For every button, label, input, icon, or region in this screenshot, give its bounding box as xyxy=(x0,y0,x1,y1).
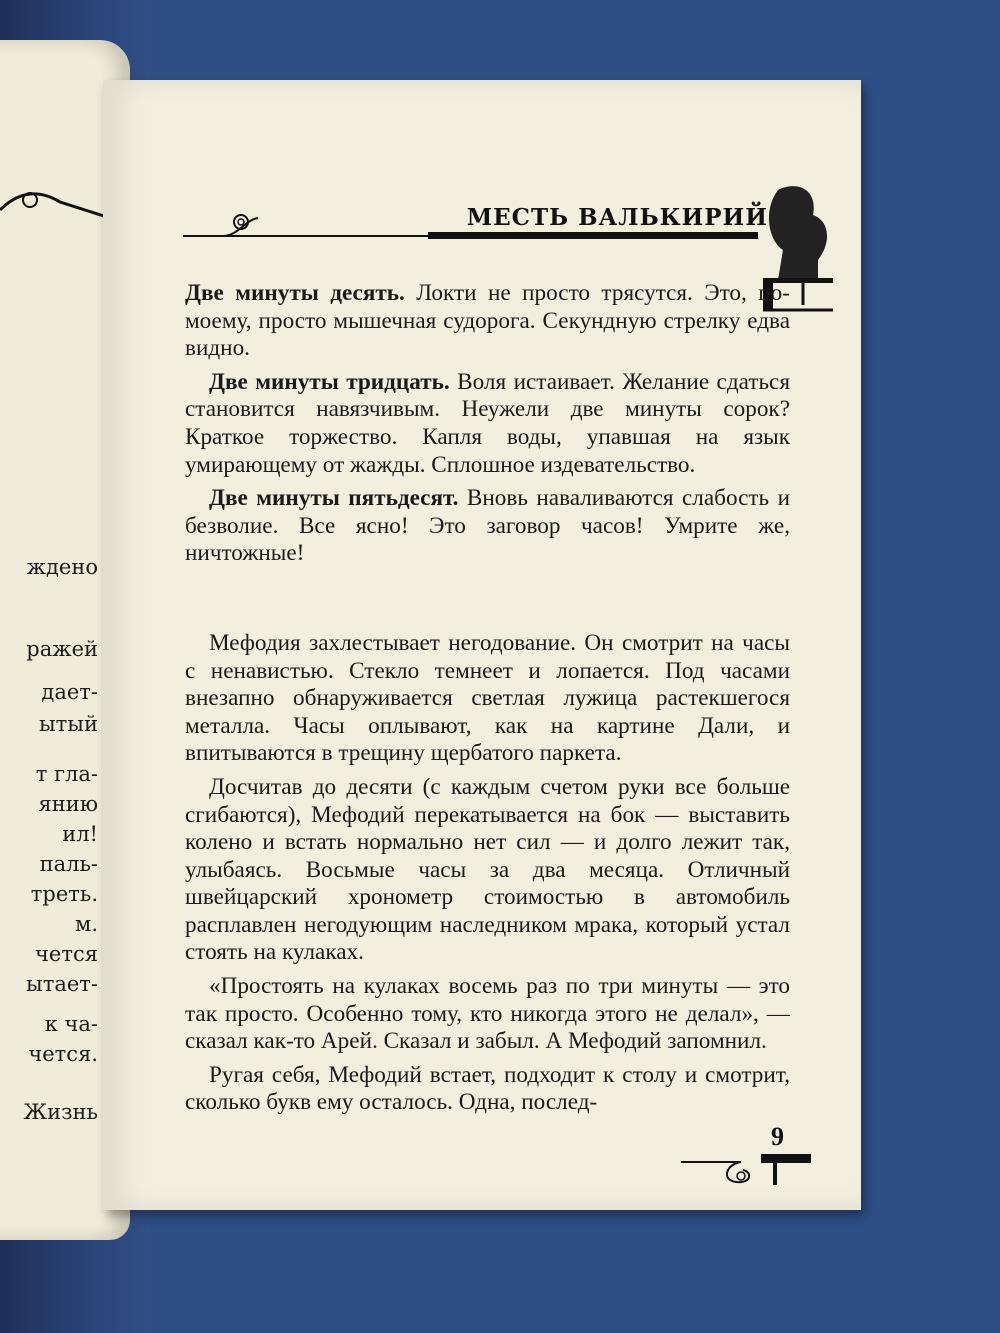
left-page-fragment: Жизнь xyxy=(23,1100,98,1124)
left-page-fragment: чется xyxy=(35,942,98,966)
left-page-fragment: т гла- xyxy=(35,762,98,786)
left-page-fragment: м. xyxy=(74,912,98,936)
left-page-fragment: ждено xyxy=(26,555,98,579)
paragraph-text: Досчитав до десяти (с каждым счетом руки все больше сгибаются), Мефодий перекатывается на бок — выставить колено и встать нормально нет сил — и долго лежит так, улыбаясь. Восьмые часы за два месяца. Отличный швейцарский хронометр стоимостью в автомобиль расплавлен негодующим наследником мрака, который устал стоять на кулаках. xyxy=(185,773,790,966)
left-page-fragment: дает- xyxy=(41,680,98,704)
left-page-fragment: ытый xyxy=(38,712,98,736)
paragraph-text: Мефодия захлестывает негодование. Он смотрит на часы с ненавистью. Стекло темнеет и лопается. Под часами внезапно обнаруживается светлая лужица растекшегося металла. Часы оплывают, как на картине Дали, и впитываются в трещину щербатого паркета. xyxy=(185,629,790,767)
left-page-fragment: паль- xyxy=(39,852,98,876)
paragraph xyxy=(185,973,790,1056)
section-break xyxy=(185,574,790,630)
time-mark: Две минуты десять. xyxy=(185,280,405,306)
left-page-fragment: чется. xyxy=(28,1042,98,1066)
paragraph-text: Воля истаивает. Желание сдаться становится навязчивым. Неужели две минуты сорок? Краткое торжество. Капля воды, упавшая на язык умирающему от жажды. Сплошное издевательство. xyxy=(185,368,790,478)
left-page-fragment: ытает- xyxy=(26,972,98,996)
paragraph xyxy=(185,280,790,363)
time-mark: Две минуты пятьдесят. xyxy=(209,485,459,512)
paragraph-text: Ругая себя, Мефодий встает, подходит к столу и смотрит, сколько букв ему осталось. Одна, послед- xyxy=(185,1061,790,1116)
paragraph xyxy=(185,369,790,479)
page-number: 9 xyxy=(771,1122,784,1151)
paragraph-text: Вновь наваливаются слабость и безволие. Все ясно! Это заговор часов! Умрите же, ничтожные! xyxy=(185,485,790,567)
paragraph xyxy=(185,1062,790,1117)
paragraph-text: «Простоять на кулаках восемь раз по три минуты — это так просто. Особенно тому, кто никогда этого не делал», — сказал как-то Арей. Сказал и забыл. А Мефодий запомнил. xyxy=(185,973,790,1055)
paragraph-text: Локти не просто трясутся. Это, по-моему, просто мышечная судорога. Секундную стрелку едва видно. xyxy=(185,280,790,362)
paragraph xyxy=(185,485,790,568)
paragraph xyxy=(185,630,790,768)
body-text xyxy=(185,280,790,1123)
paragraph xyxy=(185,774,790,967)
left-page-fragment: ражей xyxy=(26,637,98,661)
left-page-fragment: к ча- xyxy=(44,1012,98,1036)
left-page-fragment: треть. xyxy=(30,882,98,906)
left-page-fragment: янию xyxy=(38,792,98,816)
left-page-fragment: ил! xyxy=(62,822,98,846)
right-page xyxy=(103,80,861,1210)
footer-ornament xyxy=(681,1152,811,1186)
running-title: МЕСТЬ ВАЛЬКИРИЙ xyxy=(466,204,768,231)
time-mark: Две минуты тридцать. xyxy=(209,368,450,395)
page-header xyxy=(183,200,768,240)
left-header-ornament xyxy=(0,180,110,220)
